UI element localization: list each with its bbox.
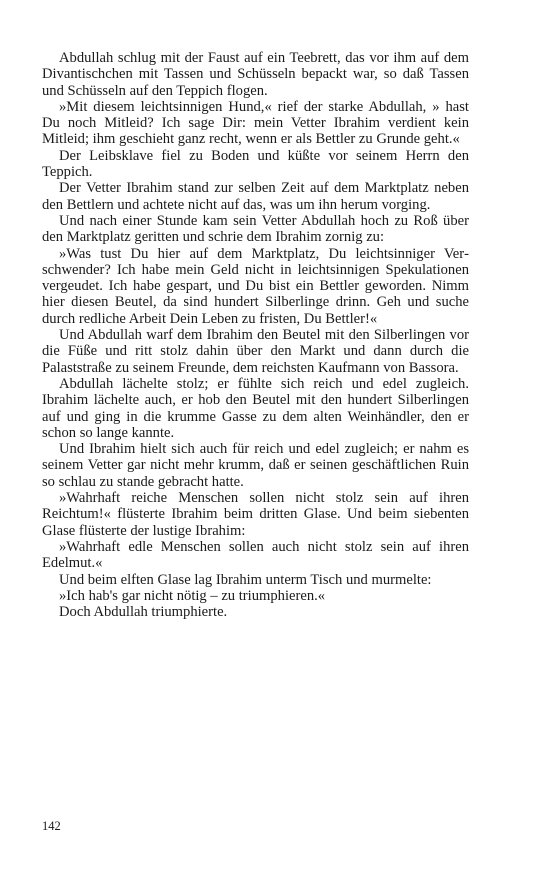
body-text bbox=[42, 50, 469, 620]
page-number: 142 bbox=[42, 819, 61, 833]
paragraph: »Was tust Du hier auf dem Marktplatz, Du leichtsinniger Verschwender? Ich habe mein Geld nicht in leichtsinnigen Spekulationen vergeudet. Ich habe gespart, und Du bist ein Bettler geworden. Nimm hier diesen Beutel, da sind hundert Silberlinge drinn. Geh und suche durch redliche Arbeit Dein Leben zu fristen, Du Bettler!« bbox=[42, 245, 469, 327]
paragraph: Der Vetter Ibrahim stand zur selben Zeit auf dem Marktplatz neben den Bettlern und achtete nicht auf das, was um ihn herum vorging. bbox=[42, 180, 469, 213]
paragraph: Abdullah schlug mit der Faust auf ein Teebrett, das vor ihm auf dem Divantischchen mit Tassen und Schüsseln bepackt war, so daß Tassen und Schüsseln auf den Teppich flogen. bbox=[42, 50, 469, 99]
paragraph: Und Ibrahim hielt sich auch für reich und edel zugleich; er nahm es seinem Vetter gar nicht mehr krumm, daß er seinen geschäftlichen Ruin so schlau zu stande gebracht hatte. bbox=[42, 441, 469, 490]
paragraph: »Wahrhaft edle Menschen sollen auch nicht stolz sein auf ihren Edelmut.« bbox=[42, 538, 469, 572]
paragraph: »Ich hab's gar nicht nötig – zu triumphieren.« bbox=[59, 587, 326, 604]
paragraph: Doch Abdullah triumphierte. bbox=[59, 604, 228, 621]
paragraph: Und nach einer Stunde kam sein Vetter Abdullah hoch zu Roß über den Marktplatz geritten und schrie dem Ibrahim zornig zu: bbox=[42, 212, 469, 246]
paragraph: Der Leibsklave fiel zu Boden und küßte vor seinem Herrn den Teppich. bbox=[42, 147, 469, 181]
paragraph: Und beim elften Glase lag Ibrahim unterm Tisch und murmelte: bbox=[59, 571, 432, 588]
paragraph: Abdullah lächelte stolz; er fühlte sich reich und edel zugleich. Ibrahim lächelte auch, er hob den Beutel mit den hundert Silberlingen auf und ging in die krumme Gasse zu dem alten Weinhändler, den er schon so lange kannte. bbox=[42, 375, 469, 441]
paragraph: »Wahrhaft reiche Menschen sollen nicht stolz sein auf ihren Reichtum!« flüsterte Ibrahim beim dritten Glase. Und beim siebenten Glase flüsterte der lustige Ibrahim: bbox=[42, 490, 469, 539]
paragraph: Und Abdullah warf dem Ibrahim den Beutel mit den Silberlingen vor die Füße und ritt stolz dahin über den Markt und dann durch die Palaststraße zu seinem Freunde, dem reichsten Kaufmann von Bassora. bbox=[42, 327, 469, 376]
paragraph: »Mit diesem leichtsinnigen Hund,« rief der starke Abdullah, » hast Du noch Mitleid? Ich sage Dir: mein Vetter Ibrahim verdient kein Mitleid; ihm geschieht ganz recht, wenn er als Bettler zu Grunde geht.« bbox=[42, 98, 469, 148]
